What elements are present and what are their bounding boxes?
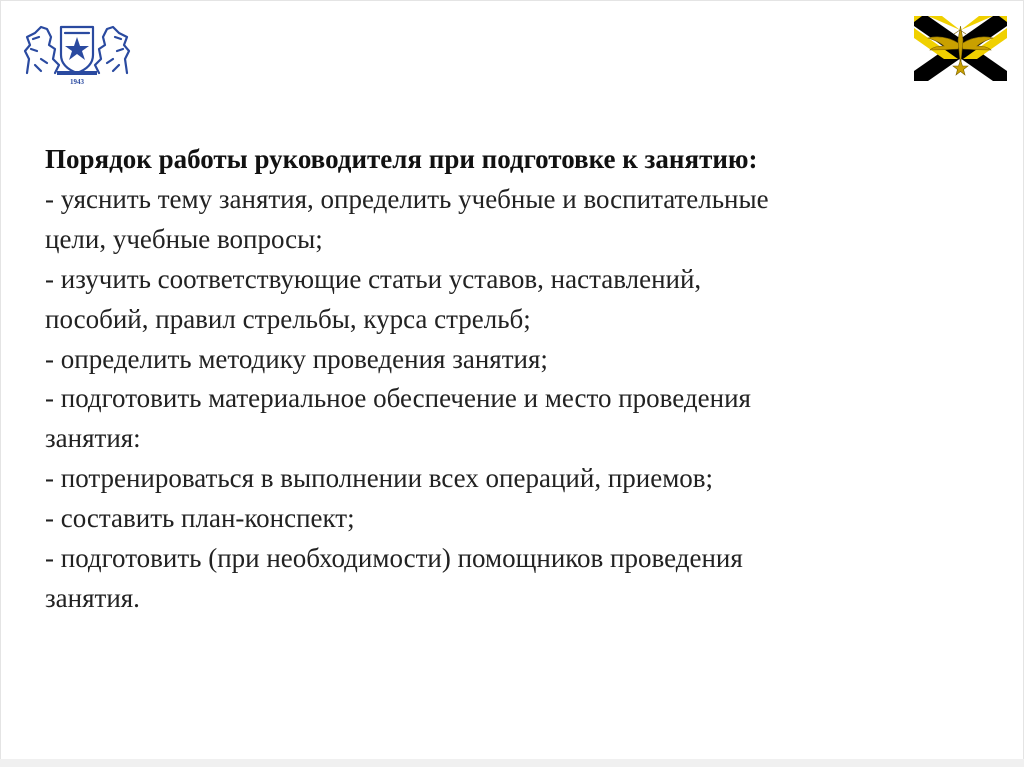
text-line: - определить методику проведения занятия; (45, 343, 548, 374)
text-line: - потренироваться в выполнении всех операций, приемов; (45, 463, 714, 494)
text-line: пособий, правил стрельбы, курса стрельб; (45, 303, 531, 334)
text-line: цели, учебные вопросы; (45, 223, 323, 254)
text-line: - подготовить материальное обеспечение и место проведения (45, 383, 751, 414)
text-line: - составить план-конспект; (45, 503, 355, 534)
university-emblem-logo (21, 15, 133, 87)
emblem-year: 1943 (70, 78, 84, 86)
text-line: занятия. (45, 582, 140, 613)
text-line: - подготовить (при необходимости) помощников проведения (45, 543, 743, 574)
text-line: - изучить соответствующие статьи уставов, наставлений, (45, 263, 702, 294)
text-line: занятия: (45, 423, 141, 454)
slide-content (45, 140, 975, 619)
text-line: - уяснить тему занятия, определить учебные и воспитательные (45, 183, 769, 214)
bottom-strip (0, 759, 1024, 767)
military-communications-emblem-logo (914, 16, 1007, 81)
slide-heading: Порядок работы руководителя при подготовке к занятию: (45, 144, 758, 174)
